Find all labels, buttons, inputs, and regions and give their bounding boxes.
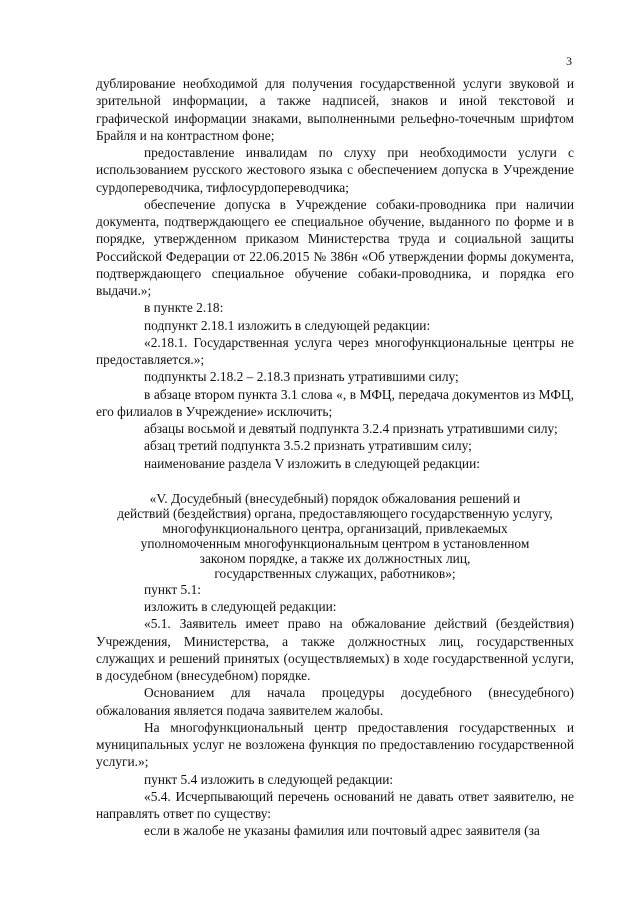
paragraph: наименование раздела V изложить в следующей редакции:: [144, 455, 480, 471]
paragraph: «5.4. Исчерпывающий перечень оснований не давать ответ заявителю, не направлять ответ по существу:: [96, 788, 574, 821]
paragraph: обеспечение допуска в Учреждение собаки-проводника при наличии документа, подтверждающего ее специальное обучение, выданного по форме и в порядке, утвержденном приказом Министерства труда и социальной защиты Российской Федерации от 22.06.2015 № 386н «Об утверждении формы документа, подтверждающего специальное обучение собаки-проводника, и порядка его выдачи.»;: [96, 196, 574, 298]
heading-line: «V. Досудебный (внесудебный) порядок обжалования решений и: [149, 490, 521, 506]
heading-line: законом порядке, а также их должностных лиц,: [199, 550, 471, 566]
paragraph: предоставление инвалидам по слуху при необходимости услуги с использованием русского жестового языка с обеспечением допуска в Учреждение сурдопереводчика, тифлосурдопереводчика;: [96, 145, 574, 195]
paragraphs-before: [96, 75, 574, 472]
section-v-heading: [96, 491, 574, 581]
paragraph: в пункте 2.18:: [144, 300, 224, 316]
paragraph: Основанием для начала процедуры досудебного (внесудебного) обжалования является подача заявителем жалобы.: [96, 685, 574, 718]
paragraphs-after: [96, 581, 574, 840]
paragraph: изложить в следующей редакции:: [144, 599, 337, 614]
paragraph: На многофункциональный центр предоставления государственных и муниципальных услуг не возложена функция по предоставлению государственной услуги.»;: [96, 719, 574, 770]
heading-line: действий (бездействия) органа, предоставляющего государственную услугу,: [117, 505, 553, 521]
paragraph: в абзаце втором пункта 3.1 слова «, в МФЦ, передача документов из МФЦ, его филиалов в Учреждение» исключить;: [96, 386, 574, 419]
paragraph: абзацы восьмой и девятый подпункта 3.2.4 признать утратившими силу;: [144, 421, 558, 436]
paragraph: пункт 5.4 изложить в следующей редакции:: [144, 771, 394, 787]
heading-line: уполномоченным многофункциональным центром в установленном: [140, 535, 530, 551]
document-body: [96, 75, 574, 840]
paragraph: подпункты 2.18.2 – 2.18.3 признать утратившими силу;: [144, 369, 459, 385]
paragraph: абзац третий подпункта 3.5.2 признать утратившим силу;: [144, 438, 472, 454]
paragraph: если в жалобе не указаны фамилия или почтовый адрес заявителя (за: [144, 823, 540, 839]
paragraph: пункт 5.1:: [144, 581, 202, 597]
paragraph: дублирование необходимой для получения государственной услуги звуковой и зрительной информации, а также надписей, знаков и иной текстовой и графической информации знаками, выполненными рельефно-точечным шрифтом Брайля и на контрастном фоне;: [96, 76, 574, 143]
paragraph: подпункт 2.18.1 изложить в следующей редакции:: [144, 317, 431, 333]
page-number: 3: [566, 54, 572, 68]
heading-line: многофункционального центра, организаций, привлекаемых: [162, 520, 508, 536]
heading-line: государственных служащих, работников»;: [214, 565, 456, 581]
paragraph: «5.1. Заявитель имеет право на обжалование действий (бездействия) Учреждения, Министерства, а также должностных лиц, государственных служащих и решений принятых (осуществляемых) в ходе государственной услуги, в досудебном (внесудебном) порядке.: [96, 616, 574, 683]
paragraph: «2.18.1. Государственная услуга через многофункциональные центры не предоставляется.»;: [96, 334, 574, 367]
spacer: [96, 472, 574, 491]
